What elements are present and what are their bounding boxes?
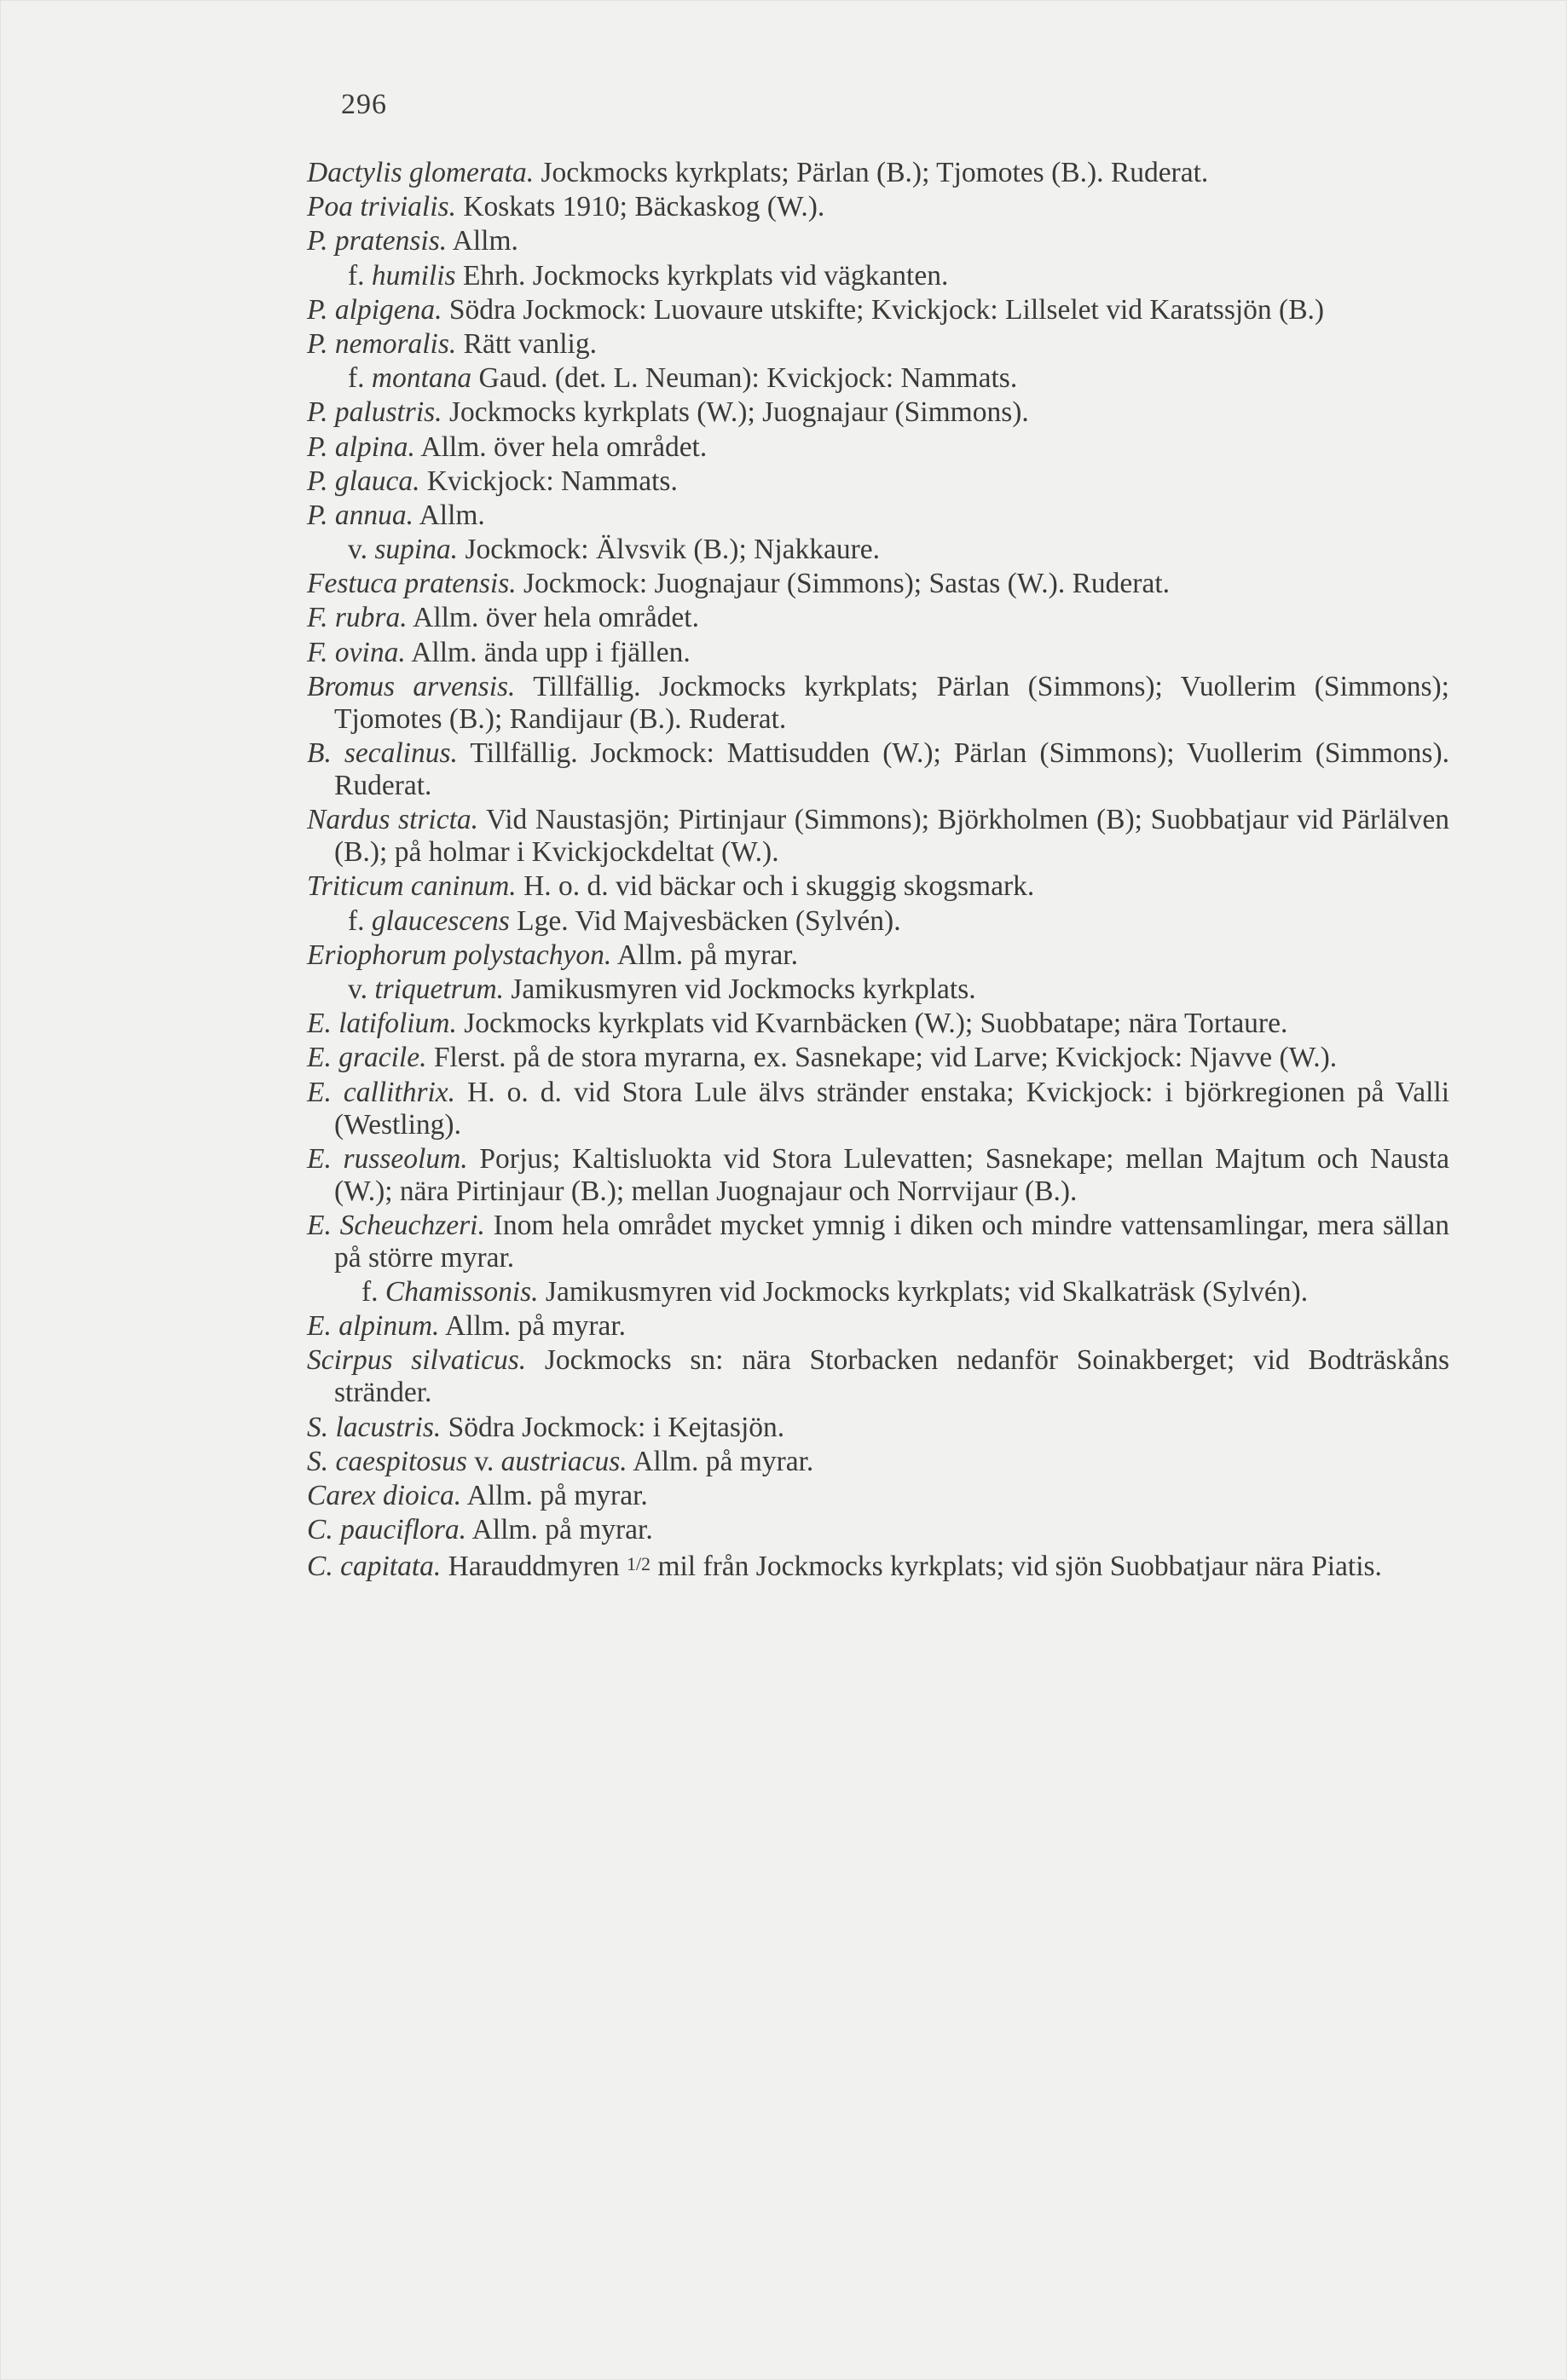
taxon-name: P. alpina. xyxy=(307,430,415,463)
taxon-name: P. annua. xyxy=(307,499,414,531)
taxon-name: Poa trivialis. xyxy=(307,191,456,223)
species-entry xyxy=(307,157,1449,189)
taxon-name: Festuca pratensis. xyxy=(307,568,517,600)
locality-text: Inom hela området mycket ymnig i diken och mindre vattensamlingar, mera sällan på större myrar. xyxy=(334,1209,1449,1274)
locality-text: Allm. på myrar. xyxy=(466,1480,648,1511)
taxon-name: Dactylis glomerata. xyxy=(307,157,535,188)
taxon-name: E. callithrix. xyxy=(307,1076,456,1108)
species-entry xyxy=(307,328,1449,361)
species-list xyxy=(307,157,1449,1586)
species-entry xyxy=(307,1412,1449,1444)
taxon-name: supina. xyxy=(374,534,459,566)
page-number: 296 xyxy=(341,89,387,120)
species-entry xyxy=(307,465,1449,498)
locality-text: Allm. på myrar. xyxy=(616,939,798,971)
species-entry xyxy=(307,1143,1449,1208)
locality-text: Vid Naustasjön; Pirtinjaur (Simmons); Björkholmen (B); Suobbatjaur vid Pärlälven (B.); på holmar i Kvickjockdeltat (W.). xyxy=(334,804,1449,869)
taxon-name: F. rubra. xyxy=(307,602,408,634)
taxon-name: E. latifolium. xyxy=(307,1008,457,1040)
species-entry xyxy=(307,870,1449,903)
taxon-name: Scirpus silvaticus. xyxy=(307,1344,527,1377)
taxon-name: austriacus. xyxy=(500,1445,627,1477)
locality-text: Allm. xyxy=(452,225,518,257)
locality-text: H. o. d. vid Stora Lule älvs stränder enstaka; Kvickjock: i björkregionen på Valli (Westling). xyxy=(334,1076,1450,1141)
taxon-name: montana xyxy=(371,362,472,395)
locality-text: Tillfällig. Jockmocks kyrkplats; Pärlan (Simmons); Vuollerim (Simmons); Tjomotes (B.); Randijaur (B.). Ruderat. xyxy=(334,670,1449,735)
locality-text: Jockmocks kyrkplats; Pärlan (B.); Tjomotes (B.). Ruderat. xyxy=(541,157,1209,188)
species-entry xyxy=(307,260,1449,292)
locality-text: Rätt vanlig. xyxy=(463,327,597,360)
taxon-name: Triticum caninum. xyxy=(307,870,517,903)
locality-text: Allm. på myrar. xyxy=(633,1445,814,1477)
taxon-name: Carex dioica. xyxy=(307,1480,462,1511)
species-entry xyxy=(307,225,1449,257)
locality-text: Södra Jockmock: Luovaure utskifte; Kvickjock: Lillselet vid Karatssjön (B.) xyxy=(448,293,1325,326)
species-entry xyxy=(307,294,1449,326)
locality-text: Södra Jockmock: i Kejtasjön. xyxy=(448,1411,785,1443)
fraction: 1/2 xyxy=(626,1553,651,1575)
species-entry xyxy=(307,637,1449,669)
taxon-name: P. alpigena. xyxy=(307,293,442,326)
locality-text: Allm. xyxy=(419,499,485,531)
taxon-name: E. alpinum. xyxy=(307,1310,440,1343)
species-entry xyxy=(307,1446,1449,1478)
taxon-name: C. capitata. xyxy=(307,1551,442,1583)
rank-prefix: f. xyxy=(348,904,365,937)
species-entry xyxy=(307,568,1449,600)
species-entry xyxy=(307,534,1449,566)
rank-prefix: v. xyxy=(348,534,367,566)
species-entry xyxy=(307,500,1449,532)
locality-text: Flerst. på de stora myrarna, ex. Sasnekape; vid Larve; Kvickjock: Njavve (W.). xyxy=(433,1042,1338,1074)
species-entry xyxy=(307,431,1449,464)
locality-text: Jockmock: Älvsvik (B.); Njakkaure. xyxy=(465,534,881,566)
species-entry xyxy=(307,362,1449,395)
species-entry xyxy=(307,939,1449,972)
locality-text: Jockmocks kyrkplats vid Kvarnbäcken (W.); Suobbatape; nära Tortaure. xyxy=(464,1008,1288,1040)
species-entry xyxy=(307,1008,1449,1040)
taxon-name: C. pauciflora. xyxy=(307,1514,467,1546)
taxon-name: E. russeolum. xyxy=(307,1142,468,1175)
rank-prefix: f. xyxy=(348,259,365,292)
species-entry xyxy=(307,905,1449,938)
taxon-name: S. caespitosus xyxy=(307,1445,467,1477)
species-entry xyxy=(307,1344,1449,1409)
taxon-name: E. Scheuchzeri. xyxy=(307,1209,485,1241)
species-entry xyxy=(307,1210,1449,1274)
taxon-name: S. lacustris. xyxy=(307,1411,442,1443)
locality-text: Allm. över hela området. xyxy=(420,430,708,463)
species-entry xyxy=(307,804,1449,869)
species-entry xyxy=(307,191,1449,223)
locality-text: Allm. på myrar. xyxy=(444,1310,627,1343)
locality-text: mil från Jockmocks kyrkplats; vid sjön Suobbatjaur nära Piatis. xyxy=(657,1551,1382,1583)
taxon-name: Nardus stricta. xyxy=(307,804,479,836)
taxon-name: glaucescens xyxy=(371,904,510,937)
locality-text: Jockmock: Juognajaur (Simmons); Sastas (W.). Ruderat. xyxy=(523,568,1171,600)
locality-text: Allm. över hela området. xyxy=(413,602,699,634)
locality-text: Gaud. (det. L. Neuman): Kvickjock: Nammats. xyxy=(478,362,1018,395)
species-entry xyxy=(307,1480,1449,1512)
taxon-name: P. glauca. xyxy=(307,465,420,497)
locality-text: Jockmocks kyrkplats (W.); Juognajaur (Simmons). xyxy=(448,396,1029,429)
species-entry xyxy=(307,602,1449,634)
locality-text: Jockmocks sn: nära Storbacken nedanför Soinakberget; vid Bodträskåns stränder. xyxy=(334,1344,1449,1409)
locality-text: Harauddmyren xyxy=(448,1551,620,1583)
locality-text: Koskats 1910; Bäckaskog (W.). xyxy=(463,191,825,223)
taxon-name: Bromus arvensis. xyxy=(307,670,516,702)
taxon-name: E. gracile. xyxy=(307,1042,427,1074)
species-entry xyxy=(307,671,1449,736)
locality-text: Allm. ända upp i fjällen. xyxy=(411,636,691,668)
taxon-name: F. ovina. xyxy=(307,636,406,668)
species-entry xyxy=(307,1310,1449,1343)
taxon-name: P. pratensis. xyxy=(307,225,448,257)
taxon-name: triquetrum. xyxy=(374,973,505,1005)
rank-prefix: f. xyxy=(361,1276,379,1308)
locality-text: H. o. d. vid bäckar och i skuggig skogsmark. xyxy=(523,870,1035,903)
species-entry xyxy=(307,1276,1449,1308)
taxon-name: P. nemoralis. xyxy=(307,327,457,360)
locality-text: Porjus; Kaltisluokta vid Stora Lulevatten; Sasnekape; mellan Majtum och Nausta (W.); nära Pirtinjaur (B.); mellan Juognajaur och Norrvijaur (B.). xyxy=(334,1142,1449,1207)
species-entry xyxy=(307,1548,1449,1583)
locality-text: Kvickjock: Nammats. xyxy=(426,465,678,497)
locality-text: Ehrh. Jockmocks kyrkplats vid vägkanten. xyxy=(462,259,949,292)
rank-prefix: f. xyxy=(348,362,365,395)
species-entry xyxy=(307,973,1449,1006)
species-entry xyxy=(307,737,1449,802)
taxon-name: Eriophorum polystachyon. xyxy=(307,939,612,971)
species-entry xyxy=(307,396,1449,429)
taxon-name: Chamissonis. xyxy=(385,1276,539,1308)
locality-text: Lge. Vid Majvesbäcken (Sylvén). xyxy=(517,904,901,937)
taxon-name: humilis xyxy=(371,259,456,292)
taxon-name: B. secalinus. xyxy=(307,737,458,769)
species-entry xyxy=(307,1077,1449,1141)
taxon-name: P. palustris. xyxy=(307,396,442,429)
locality-text: Jamikusmyren vid Jockmocks kyrkplats; vid Skalkaträsk (Sylvén). xyxy=(545,1276,1309,1308)
rank-prefix: v. xyxy=(348,973,367,1005)
species-entry xyxy=(307,1514,1449,1546)
species-entry xyxy=(307,1042,1449,1074)
rank-prefix: v. xyxy=(474,1445,494,1477)
locality-text: Allm. på myrar. xyxy=(471,1514,653,1546)
locality-text: Jamikusmyren vid Jockmocks kyrkplats. xyxy=(511,973,976,1005)
locality-text: Tillfällig. Jockmock: Mattisudden (W.); Pärlan (Simmons); Vuollerim (Simmons). Ruderat. xyxy=(334,737,1450,801)
